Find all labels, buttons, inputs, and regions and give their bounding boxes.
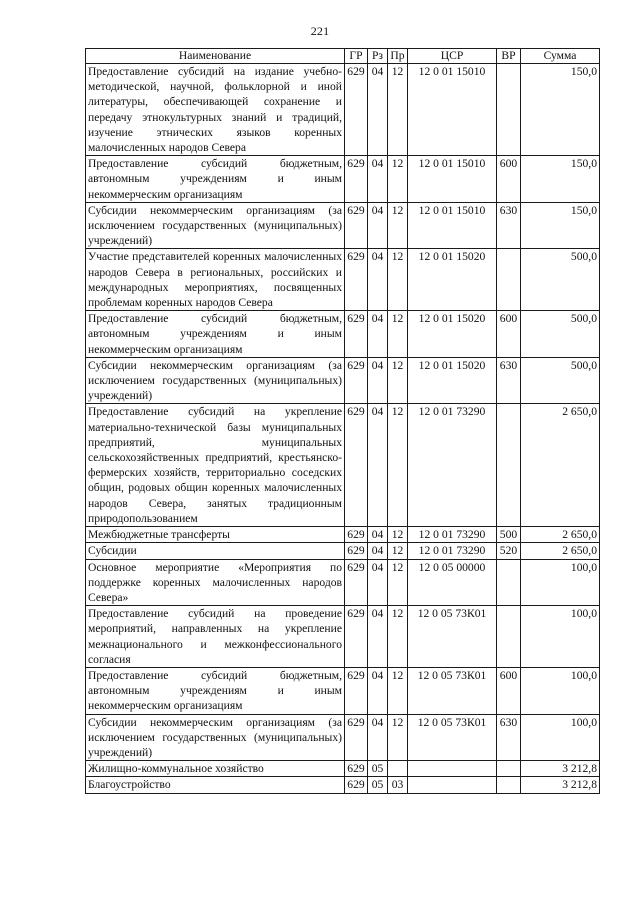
row-csr: 12 0 01 73290 [408,404,497,527]
row-sum: 3 212,8 [521,761,600,777]
row-sum: 150,0 [521,156,600,203]
table-row [86,606,600,668]
row-csr: 12 0 01 15020 [408,311,497,358]
row-name: Субсидии некоммерческим организациям (за исключением государственных (муниципальных) учреждений) [86,202,345,249]
row-rz: 04 [368,202,388,249]
row-rz: 04 [368,311,388,358]
row-vr: 600 [497,667,521,714]
row-sum: 2 650,0 [521,404,600,527]
row-pr: 12 [388,543,408,559]
row-vr: 630 [497,714,521,761]
row-vr: 630 [497,357,521,404]
column-header-pr: Пр [388,49,408,64]
row-sum: 500,0 [521,249,600,311]
column-header-gr: ГР [345,49,368,64]
row-csr [408,761,497,777]
row-pr: 12 [388,156,408,203]
row-rz: 04 [368,404,388,527]
row-rz: 05 [368,761,388,777]
row-gr: 629 [345,311,368,358]
row-gr: 629 [345,249,368,311]
row-csr: 12 0 01 15010 [408,156,497,203]
row-name: Предоставление субсидий на проведение мероприятий, направленных на укрепление межнационального и межконфессионального согласия [86,606,345,668]
budget-table [85,48,600,794]
row-rz: 04 [368,249,388,311]
row-vr [497,777,521,793]
row-sum: 150,0 [521,64,600,156]
table-row [86,559,600,606]
row-rz: 04 [368,714,388,761]
column-header-sum: Сумма [521,49,600,64]
row-name: Основное мероприятие «Мероприятия по поддержке коренных малочисленных народов Севера» [86,559,345,606]
page-number: 221 [310,24,330,38]
row-pr: 12 [388,202,408,249]
row-pr [388,761,408,777]
row-csr: 12 0 01 15020 [408,357,497,404]
table-row [86,714,600,761]
row-sum: 3 212,8 [521,777,600,793]
column-header-vr: ВР [497,49,521,64]
row-vr: 500 [497,527,521,543]
row-vr [497,559,521,606]
row-pr: 12 [388,667,408,714]
row-gr: 629 [345,527,368,543]
column-header-name: Наименование [86,49,345,64]
row-name: Предоставление субсидий на укрепление материально-технической базы муниципальных предприятий, муниципальных сельскохозяйственных предприятий, крестьянско-фермерских хозяйств, территориально соседских общин, родовых общин коренных малочисленных народов Севера, занятых традиционным природопользованием [86,404,345,527]
row-vr [497,249,521,311]
row-name: Предоставление субсидий бюджетным, автономным учреждениям и иным некоммерческим организациям [86,156,345,203]
row-csr: 12 0 05 73К01 [408,714,497,761]
row-name: Предоставление субсидий на издание учебно-методической, научной, фольклорной и иной литературы, обеспечивающей сохранение и передачу этнокультурных знаний и традиций, изучение этнических языков коренных малочисленных народов Севера [86,64,345,156]
table-row [86,202,600,249]
table-row [86,156,600,203]
table-header-row [86,49,600,64]
table-row [86,311,600,358]
row-sum: 2 650,0 [521,527,600,543]
row-sum: 100,0 [521,667,600,714]
row-name: Субсидии [86,543,345,559]
row-csr: 12 0 01 73290 [408,543,497,559]
row-rz: 04 [368,667,388,714]
row-csr [408,777,497,793]
row-gr: 629 [345,606,368,668]
table-row [86,667,600,714]
row-sum: 500,0 [521,311,600,358]
row-csr: 12 0 01 15010 [408,64,497,156]
table-row [86,249,600,311]
row-gr: 629 [345,543,368,559]
row-csr: 12 0 01 73290 [408,527,497,543]
row-csr: 12 0 01 15020 [408,249,497,311]
row-vr [497,761,521,777]
row-gr: 629 [345,64,368,156]
row-gr: 629 [345,559,368,606]
row-name: Межбюджетные трансферты [86,527,345,543]
row-gr: 629 [345,357,368,404]
row-rz: 04 [368,357,388,404]
row-rz: 04 [368,527,388,543]
row-sum: 100,0 [521,714,600,761]
row-gr: 629 [345,667,368,714]
row-pr: 12 [388,357,408,404]
row-name: Предоставление субсидий бюджетным, автономным учреждениям и иным некоммерческим организациям [86,667,345,714]
column-header-csr: ЦСР [408,49,497,64]
row-gr: 629 [345,777,368,793]
row-pr: 12 [388,404,408,527]
row-vr [497,404,521,527]
table-row [86,761,600,777]
row-name: Субсидии некоммерческим организациям (за исключением государственных (муниципальных) учреждений) [86,357,345,404]
row-vr: 520 [497,543,521,559]
row-pr: 12 [388,606,408,668]
row-vr [497,64,521,156]
row-rz: 05 [368,777,388,793]
table-row [86,357,600,404]
row-sum: 2 650,0 [521,543,600,559]
row-rz: 04 [368,559,388,606]
row-pr: 12 [388,64,408,156]
row-pr: 12 [388,249,408,311]
row-sum: 100,0 [521,606,600,668]
row-name: Участие представителей коренных малочисленных народов Севера в региональных, российских и международных мероприятиях, посвященных проблемам коренных народов Севера [86,249,345,311]
row-pr: 12 [388,527,408,543]
table-row [86,543,600,559]
row-csr: 12 0 05 73К01 [408,667,497,714]
table-row [86,527,600,543]
table-row [86,64,600,156]
column-header-rz: Рз [368,49,388,64]
row-vr: 630 [497,202,521,249]
row-pr: 12 [388,311,408,358]
row-gr: 629 [345,202,368,249]
row-pr: 03 [388,777,408,793]
row-pr: 12 [388,714,408,761]
table-row [86,404,600,527]
row-gr: 629 [345,714,368,761]
row-rz: 04 [368,156,388,203]
row-sum: 100,0 [521,559,600,606]
row-pr: 12 [388,559,408,606]
row-name: Предоставление субсидий бюджетным, автономным учреждениям и иным некоммерческим организациям [86,311,345,358]
row-vr [497,606,521,668]
row-name: Субсидии некоммерческим организациям (за исключением государственных (муниципальных) учреждений) [86,714,345,761]
row-sum: 500,0 [521,357,600,404]
row-sum: 150,0 [521,202,600,249]
row-csr: 12 0 05 73К01 [408,606,497,668]
row-rz: 04 [368,543,388,559]
row-gr: 629 [345,761,368,777]
row-csr: 12 0 01 15010 [408,202,497,249]
row-gr: 629 [345,156,368,203]
table-row [86,777,600,793]
row-csr: 12 0 05 00000 [408,559,497,606]
row-gr: 629 [345,404,368,527]
row-vr: 600 [497,311,521,358]
row-vr: 600 [497,156,521,203]
row-name: Жилищно-коммунальное хозяйство [86,761,345,777]
row-rz: 04 [368,64,388,156]
row-rz: 04 [368,606,388,668]
row-name: Благоустройство [86,777,345,793]
